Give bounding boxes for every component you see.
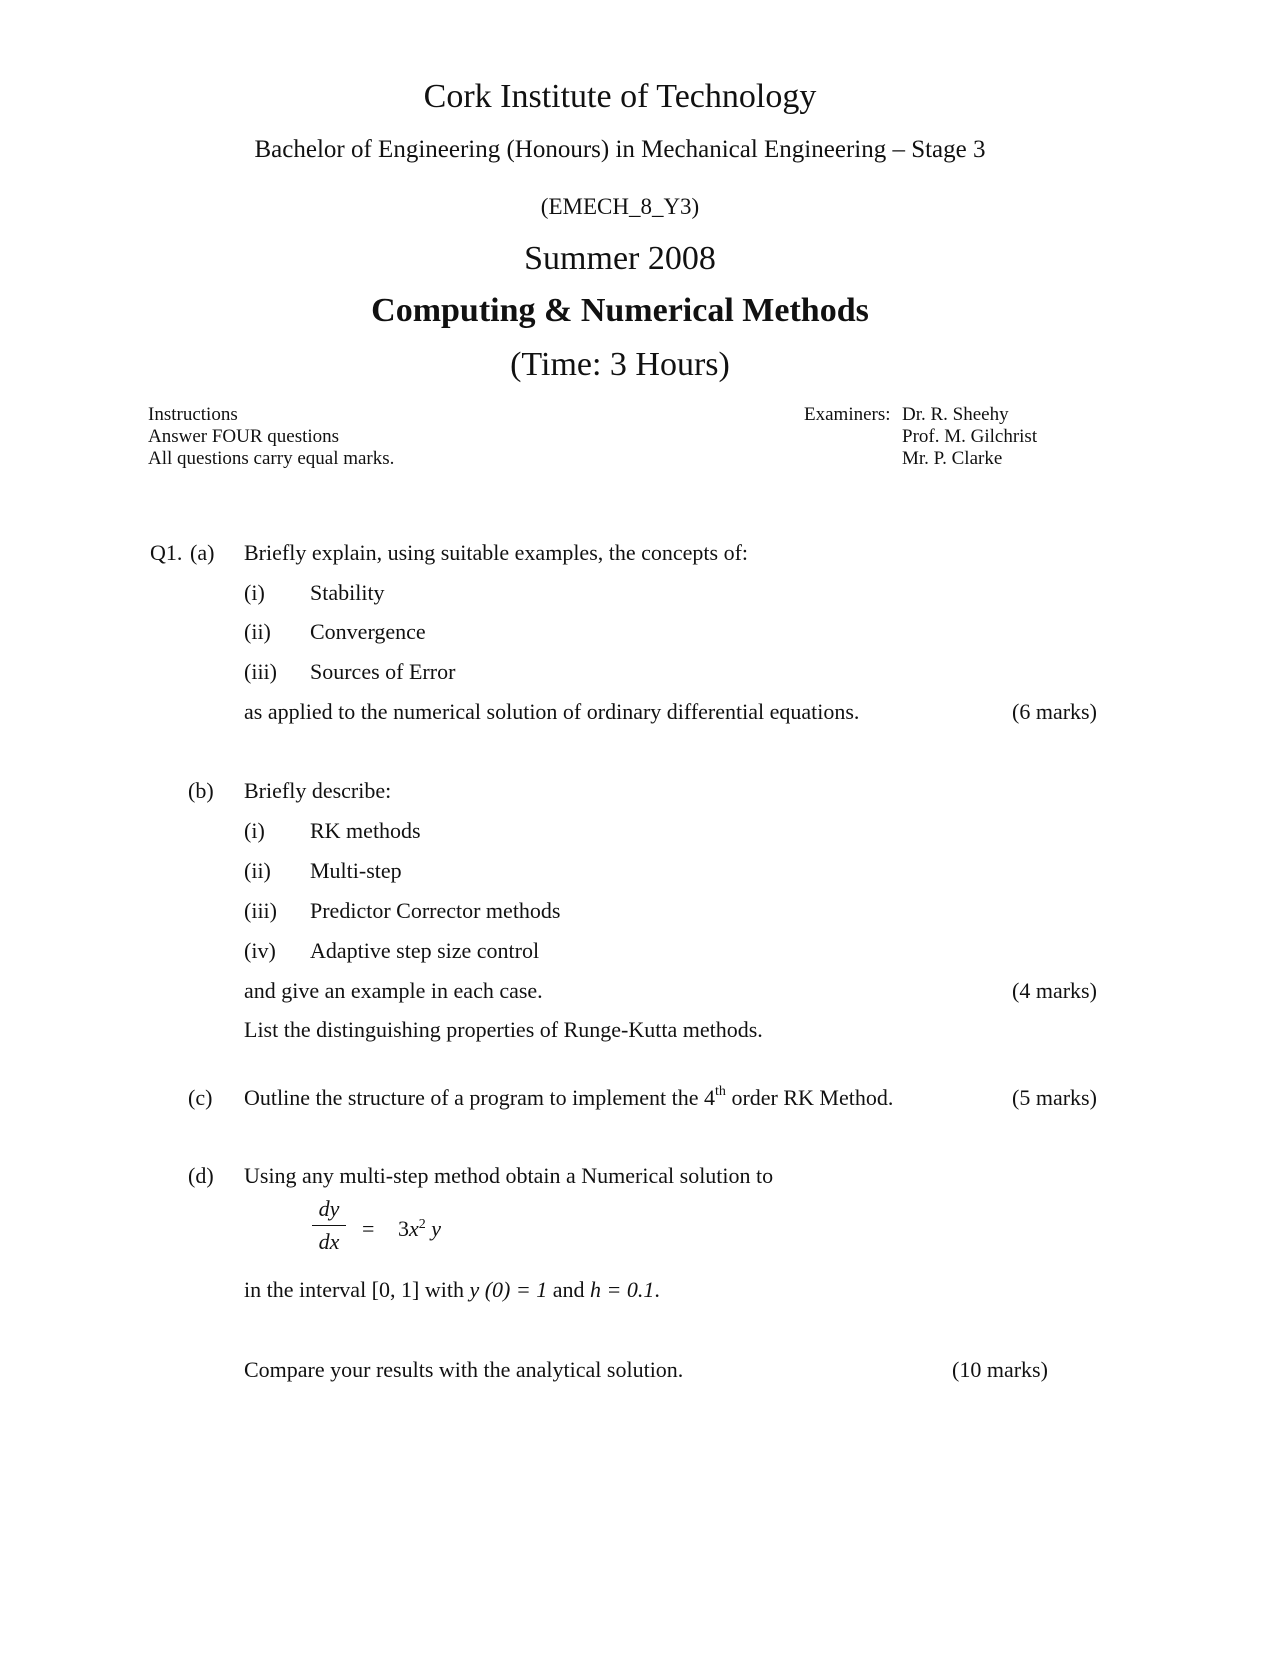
step-size: h = 0.1: [589, 1277, 655, 1302]
list-item-text: Stability: [310, 580, 385, 605]
list-item-text: Predictor Corrector methods: [310, 898, 561, 923]
exam-duration: (Time: 3 Hours): [510, 346, 730, 383]
part-label-a: (a): [190, 540, 215, 565]
part-d-intro: Using any multi-step method obtain a Numerical solution to: [244, 1163, 774, 1188]
equation-rhs: [398, 1216, 441, 1242]
examiner-name: Prof. M. Gilchrist: [902, 426, 1038, 447]
equals-sign: =: [362, 1216, 375, 1241]
examiner-name: Mr. P. Clarke: [902, 448, 1003, 469]
list-item-text: Multi-step: [310, 858, 402, 883]
list-item-number: (ii): [244, 619, 271, 644]
question-number: Q1.: [150, 540, 183, 565]
part-label-d: (d): [188, 1163, 214, 1188]
list-item-number: (iii): [244, 659, 277, 684]
list-item-number: (iv): [244, 938, 276, 963]
marks-label: (6 marks): [1012, 699, 1097, 724]
list-item-text: RK methods: [310, 818, 421, 843]
list-item-number: (i): [244, 818, 265, 843]
marks-label: (5 marks): [1012, 1085, 1097, 1110]
instructions-line-1: Answer FOUR questions: [148, 426, 340, 447]
rhs-y: y: [431, 1216, 442, 1241]
institution-title: Cork Institute of Technology: [423, 78, 817, 115]
interval-text: in the interval [0, 1] with: [244, 1277, 470, 1302]
part-d-interval: [244, 1277, 660, 1303]
examiner-name: Dr. R. Sheehy: [902, 404, 1009, 425]
derivative-fraction: [312, 1196, 346, 1255]
examiners-label: Examiners:: [804, 404, 891, 425]
list-item-number: (ii): [244, 858, 271, 883]
rhs-exponent: 2: [418, 1217, 426, 1232]
exam-session: Summer 2008: [524, 240, 716, 277]
part-d-compare: Compare your results with the analytical solution.: [244, 1357, 684, 1382]
list-item-text: Sources of Error: [310, 659, 456, 684]
part-label-c: (c): [188, 1085, 213, 1110]
part-a-intro: Briefly explain, using suitable examples, the concepts of:: [244, 540, 749, 565]
list-item-number: (iii): [244, 898, 277, 923]
and-text: and: [547, 1277, 590, 1302]
ordinal-superscript: th: [715, 1084, 726, 1099]
rhs-coefficient: 3: [398, 1216, 409, 1241]
part-a-closing: as applied to the numerical solution of ordinary differential equations.: [244, 699, 860, 724]
part-b-intro: Briefly describe:: [244, 778, 392, 803]
rhs-variable: x: [409, 1216, 419, 1241]
programme-title: Bachelor of Engineering (Honours) in Mechanical Engineering – Stage 3: [254, 136, 986, 163]
period: .: [654, 1277, 660, 1302]
fraction-denominator: dx: [318, 1229, 340, 1254]
part-label-b: (b): [188, 778, 214, 803]
marks-label: (4 marks): [1012, 978, 1097, 1003]
part-c-text-before: Outline the structure of a program to implement the 4: [244, 1085, 716, 1110]
initial-condition: y (0) = 1: [469, 1277, 548, 1302]
list-item-number: (i): [244, 580, 265, 605]
list-item-text: Adaptive step size control: [310, 938, 540, 963]
instructions-heading: Instructions: [148, 404, 238, 425]
part-c-text: [244, 1085, 893, 1111]
module-title: Computing & Numerical Methods: [371, 292, 869, 329]
marks-label: (10 marks): [952, 1357, 1048, 1382]
list-item-text: Convergence: [310, 619, 426, 644]
course-code: (EMECH_8_Y3): [540, 194, 700, 219]
fraction-bar: [312, 1225, 346, 1226]
instructions-line-2: All questions carry equal marks.: [148, 448, 395, 469]
fraction-numerator: dy: [318, 1196, 340, 1221]
part-b-extra: List the distinguishing properties of Runge-Kutta methods.: [244, 1017, 763, 1042]
part-b-closing: and give an example in each case.: [244, 978, 543, 1003]
part-c-text-after: order RK Method.: [725, 1085, 894, 1110]
